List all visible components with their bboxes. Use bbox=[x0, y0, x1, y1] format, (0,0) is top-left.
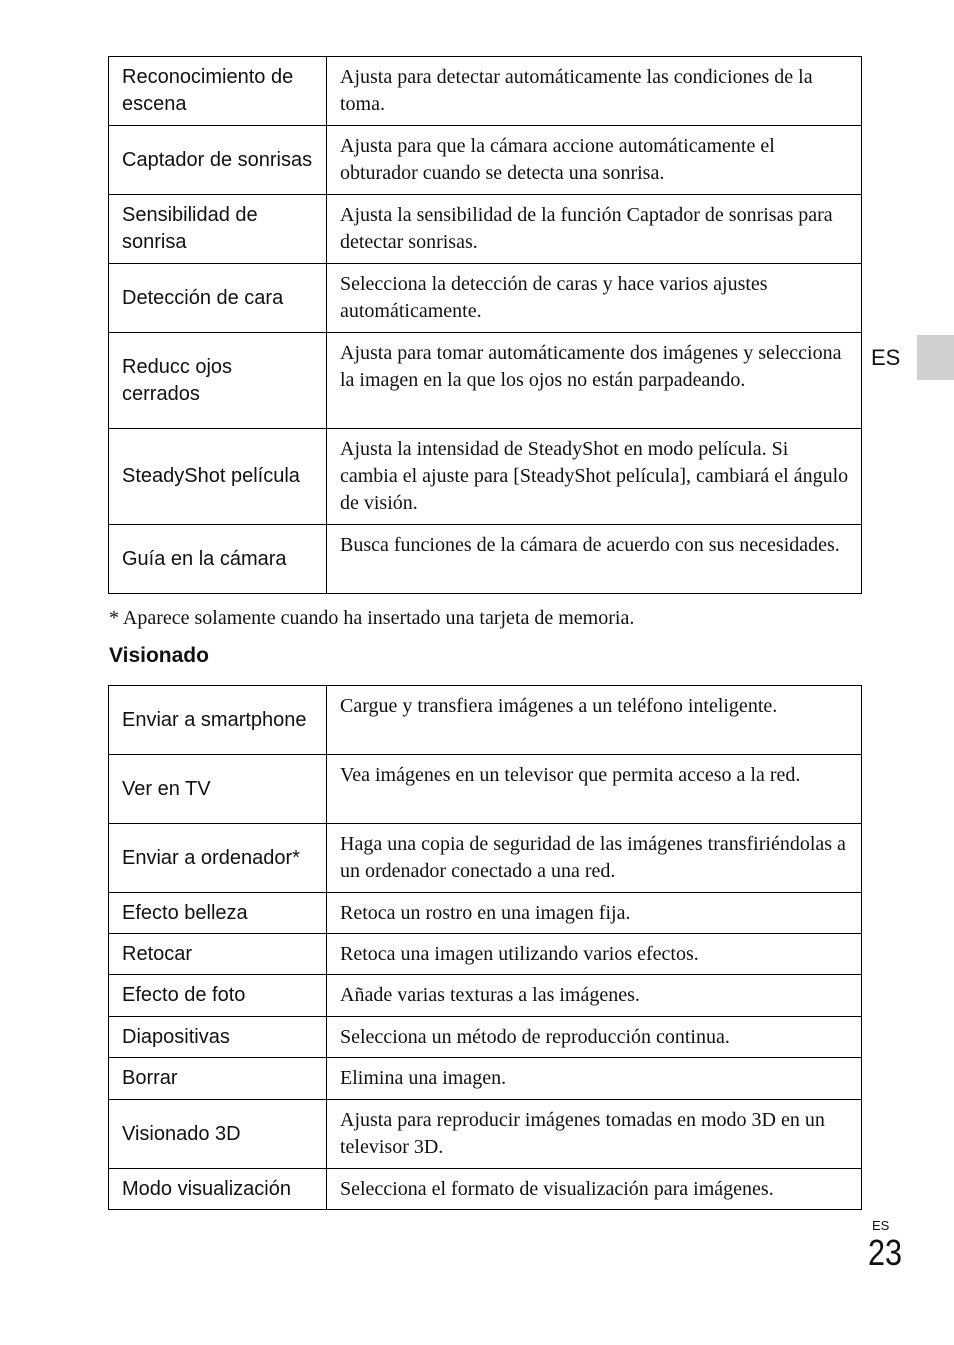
setting-description: Elimina una imagen. bbox=[327, 1058, 862, 1100]
table-row bbox=[109, 429, 862, 525]
table-row bbox=[109, 1058, 862, 1100]
language-tab-label: ES bbox=[871, 345, 901, 370]
setting-name: Modo visualización bbox=[109, 1169, 327, 1210]
page-number: 23 bbox=[868, 1232, 903, 1273]
table-row bbox=[109, 1100, 862, 1169]
setting-name: SteadyShot película bbox=[109, 429, 327, 525]
setting-description: Busca funciones de la cámara de acuerdo con sus necesidades. bbox=[327, 525, 862, 594]
setting-name: Efecto de foto bbox=[109, 975, 327, 1017]
table-row bbox=[109, 1017, 862, 1058]
setting-description: Ajusta para que la cámara accione automáticamente el obturador cuando se detecta una sonrisa. bbox=[327, 126, 862, 195]
setting-name: Efecto belleza bbox=[109, 893, 327, 934]
setting-name: Visionado 3D bbox=[109, 1100, 327, 1169]
setting-description: Selecciona un método de reproducción continua. bbox=[327, 1017, 862, 1058]
table-row bbox=[109, 755, 862, 824]
setting-description: Selecciona el formato de visualización para imágenes. bbox=[327, 1169, 862, 1210]
setting-name: Enviar a smartphone bbox=[109, 686, 327, 755]
setting-name: Guía en la cámara bbox=[109, 525, 327, 594]
setting-description: Selecciona la detección de caras y hace varios ajustes automáticamente. bbox=[327, 264, 862, 333]
table-row bbox=[109, 264, 862, 333]
setting-name: Enviar a ordenador* bbox=[109, 824, 327, 893]
setting-name: Ver en TV bbox=[109, 755, 327, 824]
settings-table bbox=[108, 56, 862, 594]
table-row bbox=[109, 57, 862, 126]
section-title: Visionado bbox=[109, 644, 209, 667]
table-row bbox=[109, 333, 862, 429]
setting-name: Sensibilidad de sonrisa bbox=[109, 195, 327, 264]
visionado-table bbox=[108, 685, 862, 1210]
table-row bbox=[109, 934, 862, 975]
language-tab-marker bbox=[917, 335, 954, 380]
table-row bbox=[109, 1169, 862, 1210]
table-row bbox=[109, 975, 862, 1017]
setting-description: Ajusta para detectar automáticamente las condiciones de la toma. bbox=[327, 57, 862, 126]
setting-description: Ajusta la sensibilidad de la función Captador de sonrisas para detectar sonrisas. bbox=[327, 195, 862, 264]
setting-description: Ajusta la intensidad de SteadyShot en modo película. Si cambia el ajuste para [SteadyShot película], cambiará el ángulo de visión. bbox=[327, 429, 862, 525]
setting-description: Retoca una imagen utilizando varios efectos. bbox=[327, 934, 862, 975]
setting-name: Borrar bbox=[109, 1058, 327, 1100]
table-row bbox=[109, 686, 862, 755]
setting-name: Detección de cara bbox=[109, 264, 327, 333]
table-row bbox=[109, 893, 862, 934]
footnote: * Aparece solamente cuando ha insertado una tarjeta de memoria. bbox=[109, 607, 635, 629]
setting-description: Añade varias texturas a las imágenes. bbox=[327, 975, 862, 1017]
setting-name: Retocar bbox=[109, 934, 327, 975]
setting-description: Ajusta para tomar automáticamente dos imágenes y selecciona la imagen en la que los ojos no están parpadeando. bbox=[327, 333, 862, 429]
setting-name: Diapositivas bbox=[109, 1017, 327, 1058]
table-row bbox=[109, 525, 862, 594]
table-row bbox=[109, 195, 862, 264]
setting-description: Vea imágenes en un televisor que permita acceso a la red. bbox=[327, 755, 862, 824]
setting-description: Retoca un rostro en una imagen fija. bbox=[327, 893, 862, 934]
table-row bbox=[109, 824, 862, 893]
setting-name: Captador de sonrisas bbox=[109, 126, 327, 195]
setting-description: Ajusta para reproducir imágenes tomadas en modo 3D en un televisor 3D. bbox=[327, 1100, 862, 1169]
page-language: ES bbox=[872, 1218, 890, 1233]
table-row bbox=[109, 126, 862, 195]
setting-description: Cargue y transfiera imágenes a un teléfono inteligente. bbox=[327, 686, 862, 755]
setting-name: Reconocimiento de escena bbox=[109, 57, 327, 126]
setting-name: Reducc ojos cerrados bbox=[109, 333, 327, 429]
setting-description: Haga una copia de seguridad de las imágenes transfiriéndolas a un ordenador conectado a una red. bbox=[327, 824, 862, 893]
